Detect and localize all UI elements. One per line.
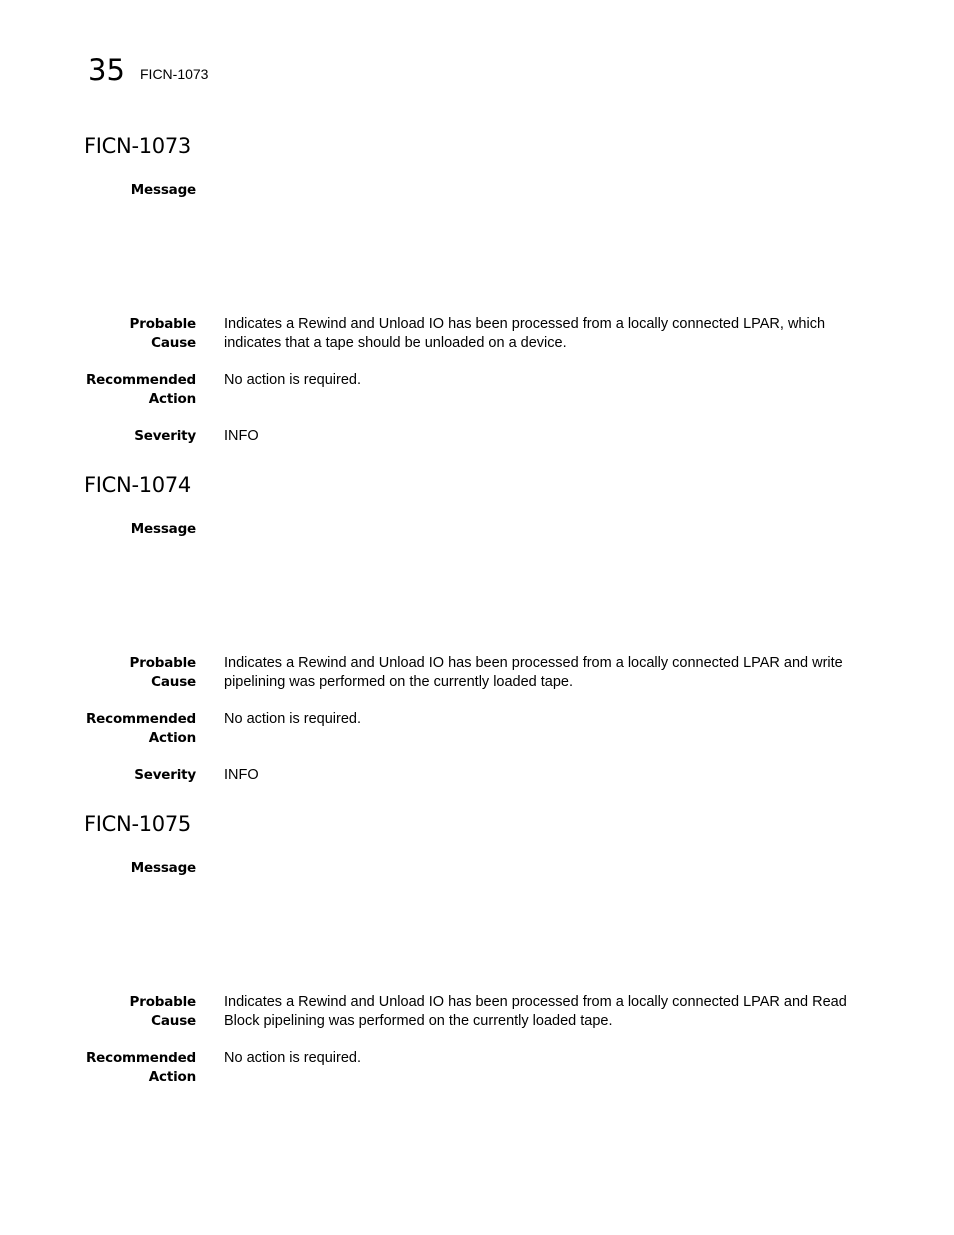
probable-cause-text: Indicates a Rewind and Unload IO has been processed from a locally connected LPAR, which indicates that a tape should be unloaded on a device.: [224, 316, 826, 351]
recommended-label-line-1: Recommended: [85, 711, 196, 727]
recommended-action-text: No action is required.: [224, 711, 362, 727]
recommended-action-label: [84, 371, 196, 409]
probable-cause-label: Probable Cause: [129, 316, 196, 351]
probable-cause-text: Indicates a Rewind and Unload IO has been processed from a locally connected LPAR and write pipelining was performed on the currently loaded tape.: [224, 655, 843, 690]
message-entry-ficn-1073: [84, 132, 884, 444]
severity-label: Severity: [134, 767, 196, 783]
recommended-label-line-2: Action: [148, 391, 196, 407]
recommended-label-line-1: Recommended: [85, 1050, 196, 1066]
recommended-label-line-1: Recommended: [85, 372, 196, 388]
entry-title: FICN-1075: [84, 812, 191, 836]
entry-title: FICN-1073: [84, 134, 191, 158]
message-label: Message: [130, 521, 196, 537]
chapter-number: 35: [88, 53, 125, 87]
recommended-action-label: [84, 1049, 196, 1087]
message-label: Message: [130, 182, 196, 198]
recommended-action-text: No action is required.: [224, 1050, 362, 1066]
severity-value: INFO: [224, 428, 259, 444]
probable-cause-label: Probable Cause: [129, 994, 196, 1029]
probable-cause-label: Probable Cause: [129, 655, 196, 690]
entry-title: FICN-1074: [84, 473, 191, 497]
recommended-label-line-2: Action: [148, 1069, 196, 1085]
severity-value: INFO: [224, 767, 259, 783]
recommended-action-text: No action is required.: [224, 372, 362, 388]
recommended-label-line-2: Action: [148, 730, 196, 746]
severity-label: Severity: [134, 428, 196, 444]
recommended-action-label: [84, 710, 196, 748]
message-entry-ficn-1075: [84, 810, 884, 1085]
message-entry-ficn-1074: [84, 471, 884, 783]
probable-cause-text: Indicates a Rewind and Unload IO has been processed from a locally connected LPAR and Read Block pipelining was performed on the currently loaded tape.: [224, 994, 847, 1029]
message-label: Message: [130, 860, 196, 876]
running-head: FICN-1073: [140, 66, 209, 82]
